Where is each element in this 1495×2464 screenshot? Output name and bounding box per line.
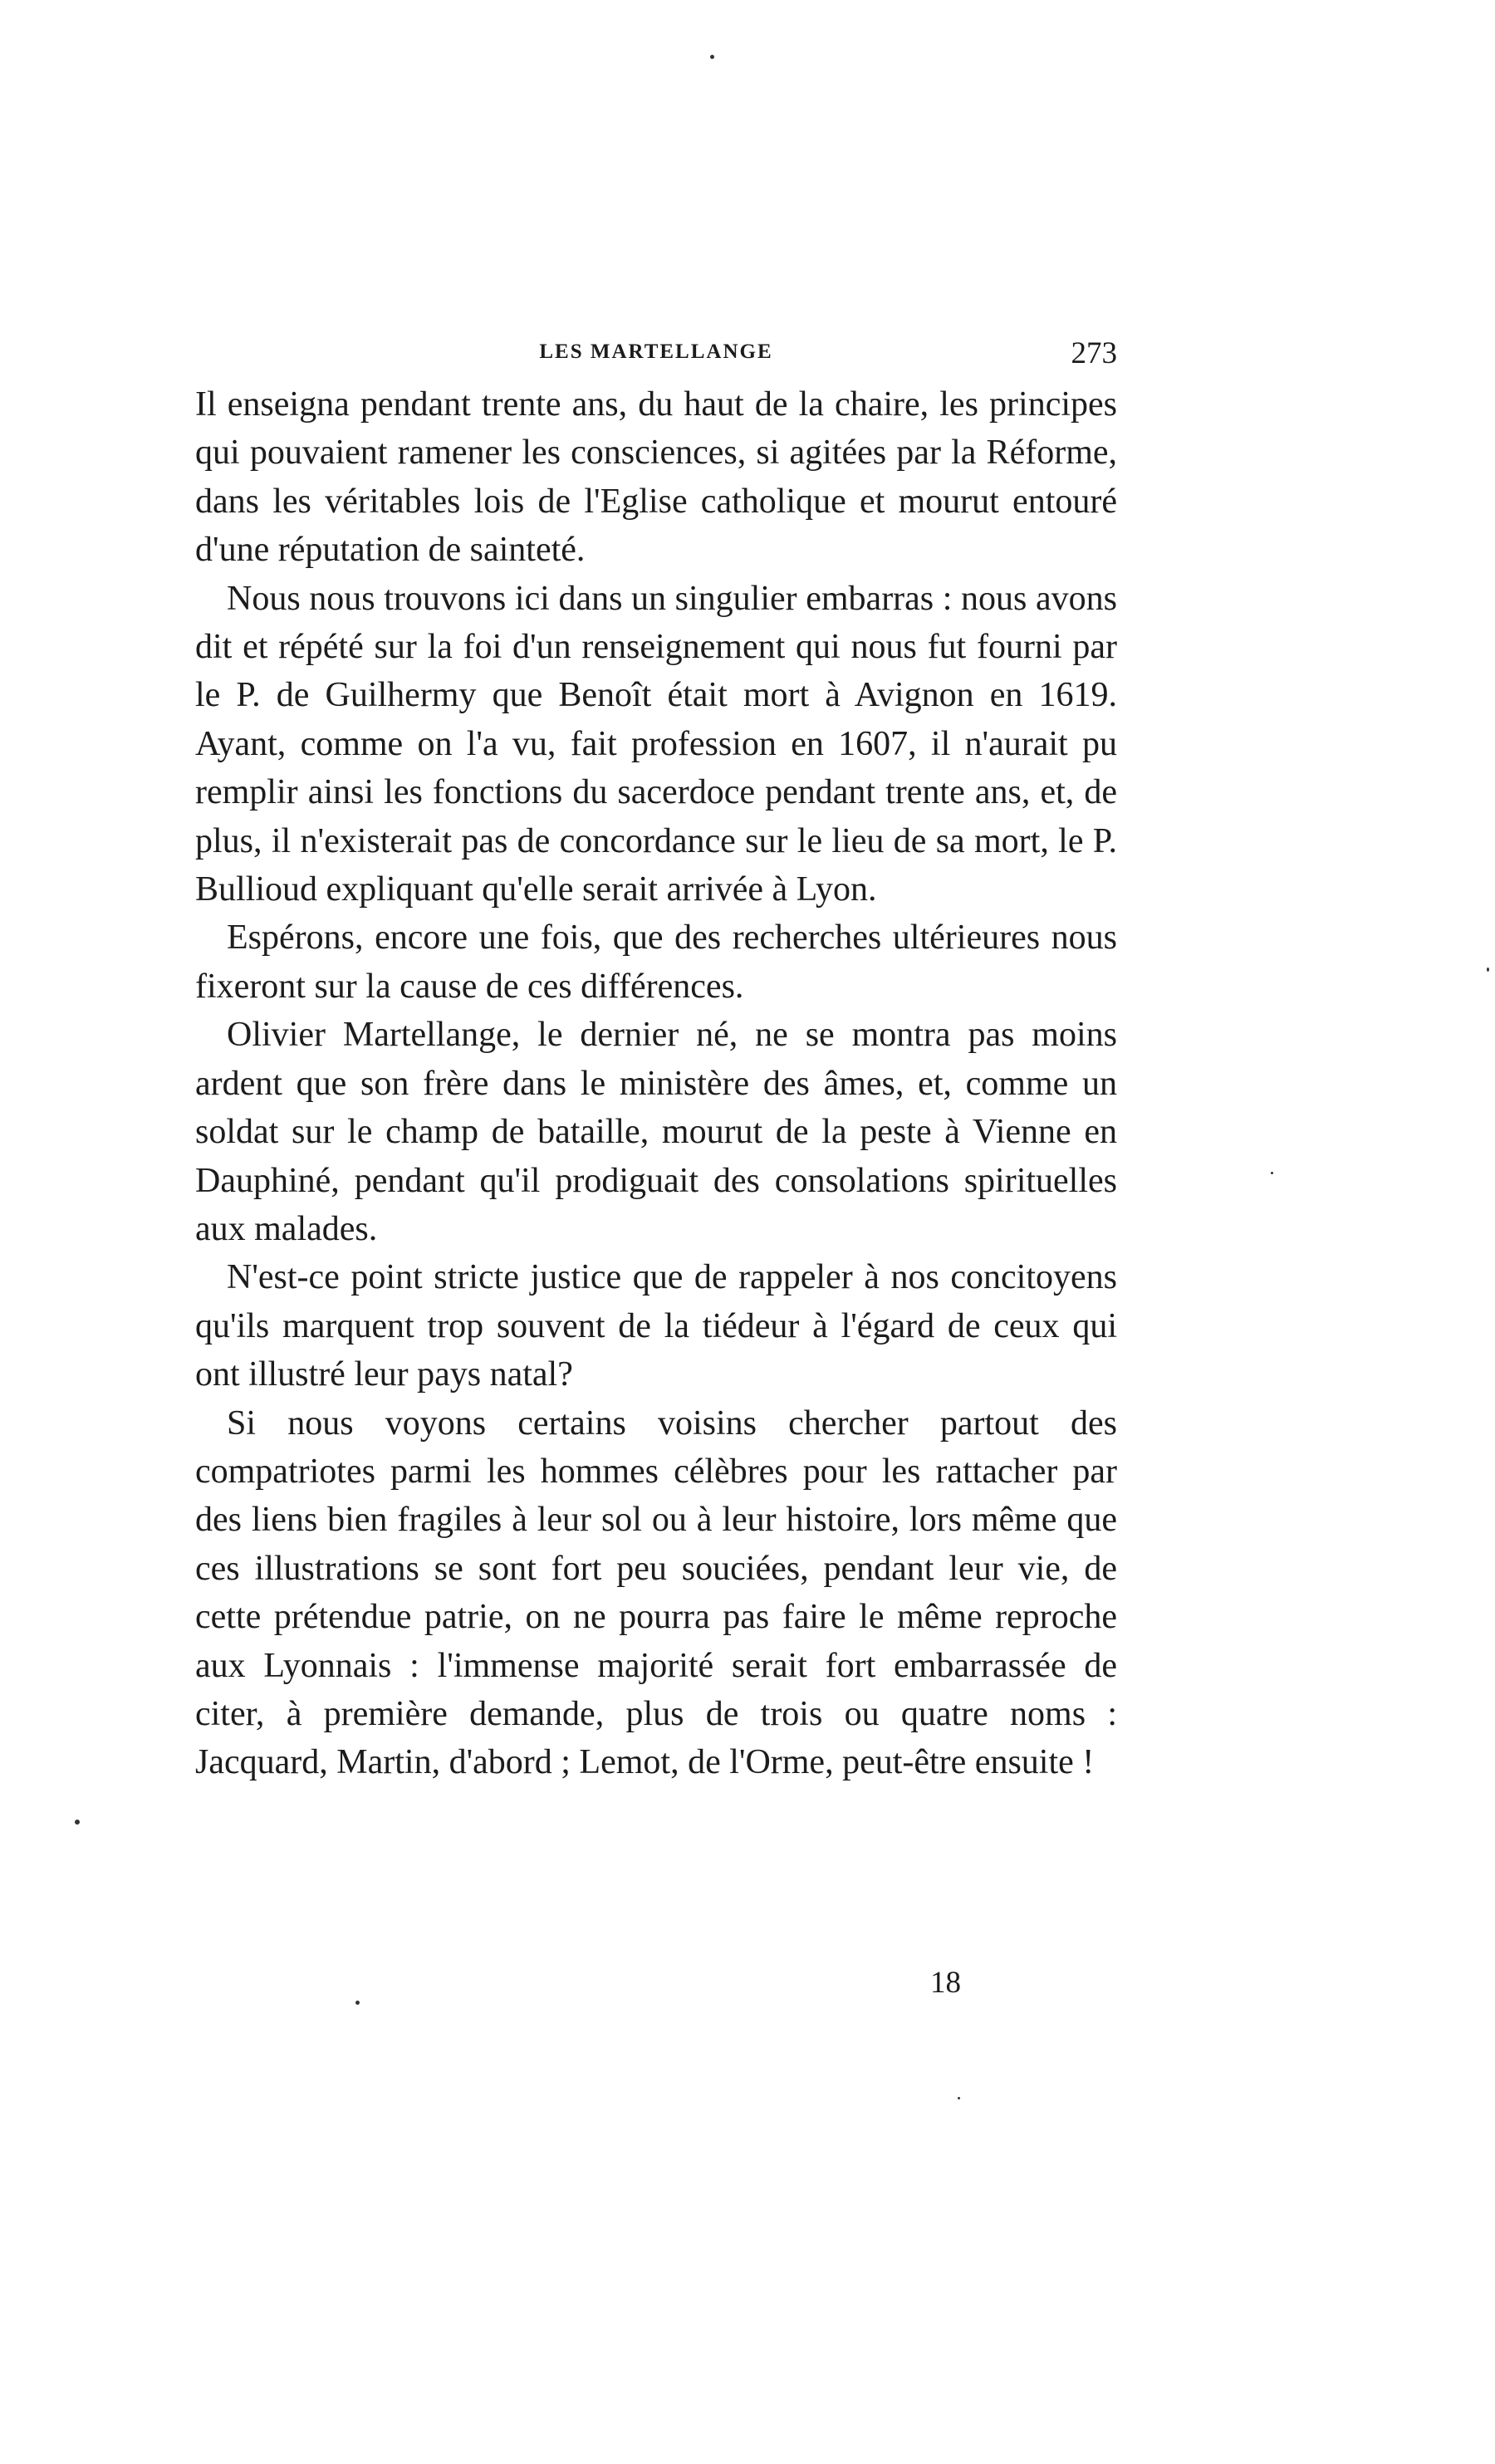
paragraph: Nous nous trouvons ici dans un singulier embarras : nous avons dit et répété sur la foi d'un renseignement qui nous fut fourni par le P. de Guilhermy que Benoît était mort à Avignon en 1619. Ayant, comme on l'a vu, fait profession en 1607, il n'aurait pu remplir ainsi les fonctions du sacerdoce pendant trente ans, et, de plus, il n'existerait pas de concordance sur le lieu de sa mort, le P. Bullioud expliquant qu'elle serait arrivée à Lyon. [195, 579, 1117, 909]
signature-mark: 18 [930, 1966, 961, 2000]
print-speck [1271, 1172, 1273, 1174]
paragraph: Si nous voyons certains voisins chercher partout des compatriotes parmi les hommes célèbres pour les rattacher par des liens bien fragiles à leur sol ou à leur histoire, lors même que ces illustrations se sont fort peu souciées, pendant leur vie, de cette prétendue patrie, on ne pourra pas faire le même reproche aux Lyonnais : l'immense majorité serait fort embarrassée de citer, à première demande, plus de trois ou quatre noms : Jacquard, Martin, d'abord ; Lemot, de l'Orme, peut-être ensuite ! [195, 1403, 1117, 1782]
print-speck [75, 1820, 80, 1825]
page-number: 273 [1071, 336, 1117, 370]
print-speck [710, 55, 714, 59]
print-speck [958, 2097, 960, 2099]
print-speck [355, 2001, 360, 2005]
paragraph: Il enseigna pendant trente ans, du haut de la chaire, les principes qui pouvaient ramener les consciences, si agitées par la Réforme, dans les véritables lois de l'Eglise catholique et mourut entouré d'une réputation de sainteté. [195, 385, 1117, 570]
running-title: LES MARTELLANGE [539, 340, 773, 363]
paragraph: Olivier Martellange, le dernier né, ne se montra pas moins ardent que son frère dans le ministère des âmes, et, comme un soldat sur le champ de bataille, mourut de la peste à Vienne en Dauphiné, pendant qu'il prodiguait des consolations spirituelles aux malades. [195, 1016, 1117, 1248]
paragraph: Espérons, encore une fois, que des recherches ultérieures nous fixeront sur la cause de ces différences. [195, 918, 1117, 1006]
body-text [195, 380, 1117, 1787]
print-speck [1487, 967, 1489, 972]
running-head [195, 336, 1117, 375]
paragraph: N'est-ce point stricte justice que de rappeler à nos concitoyens qu'ils marquent trop souvent de la tiédeur à l'égard de ceux qui ont illustré leur pays natal? [195, 1258, 1117, 1394]
